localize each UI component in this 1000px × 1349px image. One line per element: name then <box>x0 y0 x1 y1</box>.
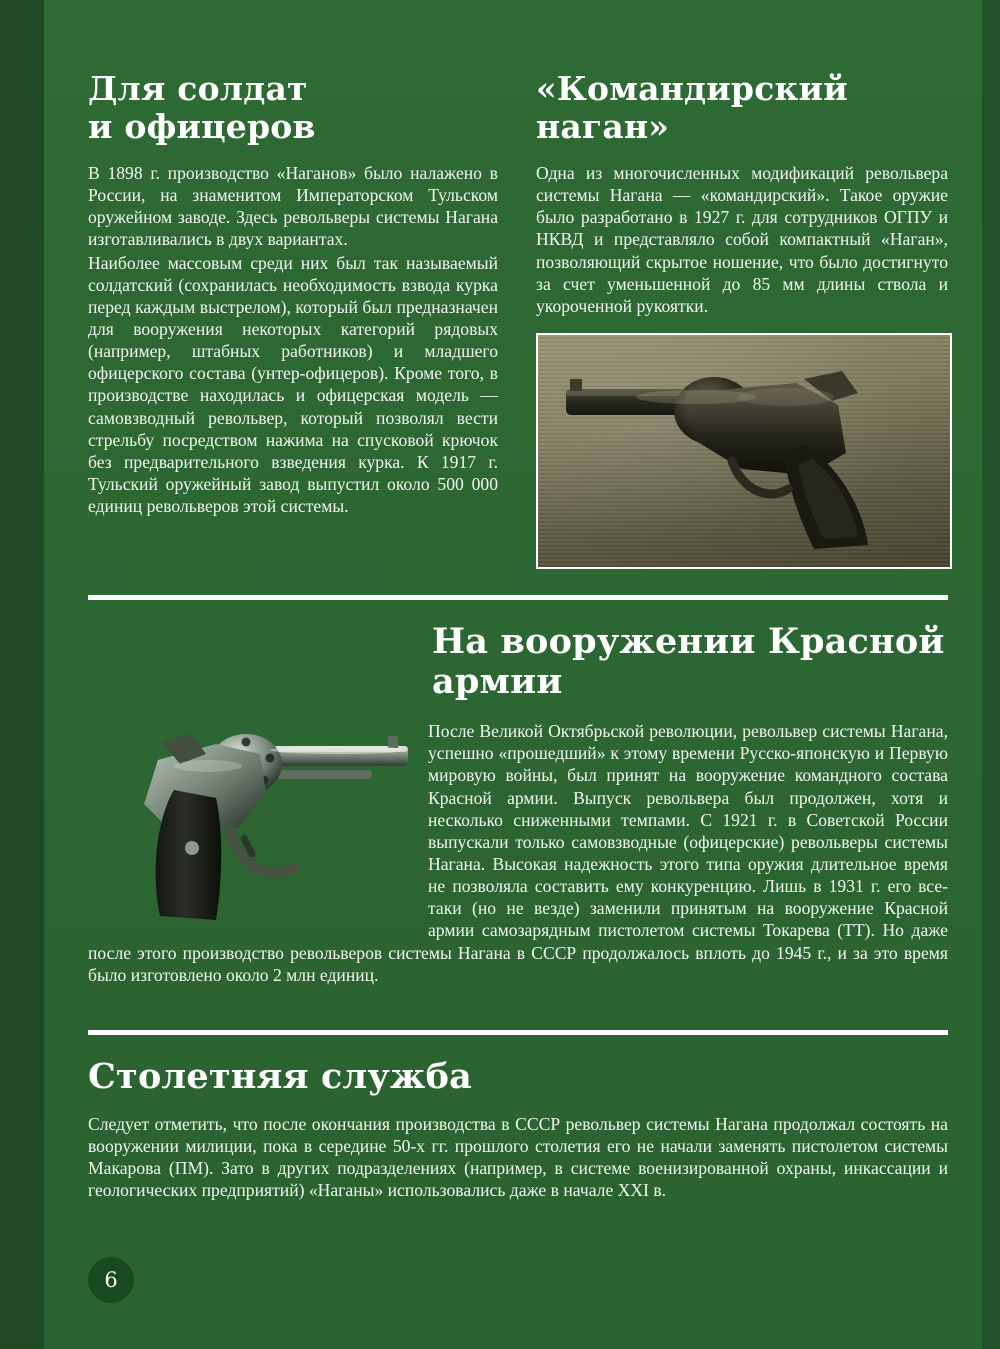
red-army-text-wrap <box>88 720 948 1003</box>
paragraph: Следует отметить, что после окончания производства в СССР револьвер системы Нагана продолжал состоять на вооружении милиции, пока в середине 50-х гг. прошлого столетия его не начали заменять пистолетом системы Макарова (ПМ). Зато в других подразделениях (например, в системе военизированной охраны, инкассации и геологических предприятий) «Наганы» использовались даже в начале XXI в. <box>88 1113 948 1201</box>
heading-soldiers-officers <box>88 70 498 146</box>
heading-line-1: «Командирский <box>536 69 848 108</box>
heading-red-army <box>432 622 948 703</box>
section-commander-nagant <box>536 70 948 569</box>
heading-red-army-text <box>432 622 948 703</box>
heading-century-service: Столетняя служба <box>88 1055 472 1097</box>
section-red-army <box>88 622 948 1004</box>
paragraph: После Великой Октябрьской революции, револьвер системы Нагана, успешно «прошедший» к этому времени Русско-японскую и Первую мировую войны, был принят на вооружение командного состава Красной армии. Выпуск револьвера был продолжен, хотя и несколько сниженными темпами. С 1921 г. в Советской России выпускали только самовзводные (офицерские) револьверы системы Нагана. Высокая надежность этого типа оружия длительное время не позволяла составить ему конкуренцию. Лишь в 1931 г. его все-таки (но не везде) заменили принятым на вооружение Красной армии самозарядным пистолетом системы Токарева (ТТ). Но даже после этого производство револьверов системы Нагана в СССР продолжалось вплоть до 1945 г., и за это время было изготовлено около 2 млн единиц. <box>88 721 948 985</box>
nagant-revolver-illustration <box>88 720 428 930</box>
heading-line-1: На вооружении Красной <box>432 620 945 662</box>
page-right-margin-band <box>982 0 1000 1349</box>
top-columns <box>88 70 948 569</box>
page-number: 6 <box>88 1257 134 1303</box>
page-left-margin-band <box>0 0 44 1349</box>
heading-line-2: и офицеров <box>88 106 316 146</box>
heading-line-1: Для солдат <box>88 69 308 108</box>
section-soldiers-officers <box>88 70 498 569</box>
divider-rule <box>88 595 948 600</box>
section-century-service <box>88 1057 948 1202</box>
photo-commander-nagant <box>536 333 952 569</box>
heading-commander-nagant <box>536 70 948 146</box>
paragraph: Одна из многочисленных модификаций револьвера системы Нагана — «командирский». Такое оружие было разработано в 1927 г. для сотрудников ОГПУ и НКВД и представляло собой компактный «Наган», позволяющий скрытое ношение, что было достигнуто за счет уменьшенной до 85 мм длины ствола и укороченной рукоятки. <box>536 162 948 316</box>
heading-line-2: армии <box>432 661 563 703</box>
heading-line-2: наган» <box>536 106 670 146</box>
paragraph: Наиболее массовым среди них был так называемый солдатский (сохранилась необходимость взвода курка перед каждым выстрелом), который был предназначен для вооружения некоторых категорий рядовых (например, штабных работников) и младшего офицерского состава (унтер-офицеров). Кроме того, в производстве находилась и офицерская модель — самовзводный револьвер, который позволял вести стрельбу посредством нажима на спусковой крючок без предварительного взведения курка. К 1917 г. Тульский оружейный завод выпустил около 500 000 единиц револьверов этой системы. <box>88 252 498 517</box>
divider-rule <box>88 1030 948 1035</box>
revolver-photo-illustration <box>546 349 942 555</box>
page-content <box>88 70 948 1201</box>
paragraph: В 1898 г. производство «Наганов» было налажено в России, на знаменитом Императорском Тульском оружейном заводе. Здесь револьверы системы Нагана изготавливались в двух вариантах. <box>88 162 498 250</box>
